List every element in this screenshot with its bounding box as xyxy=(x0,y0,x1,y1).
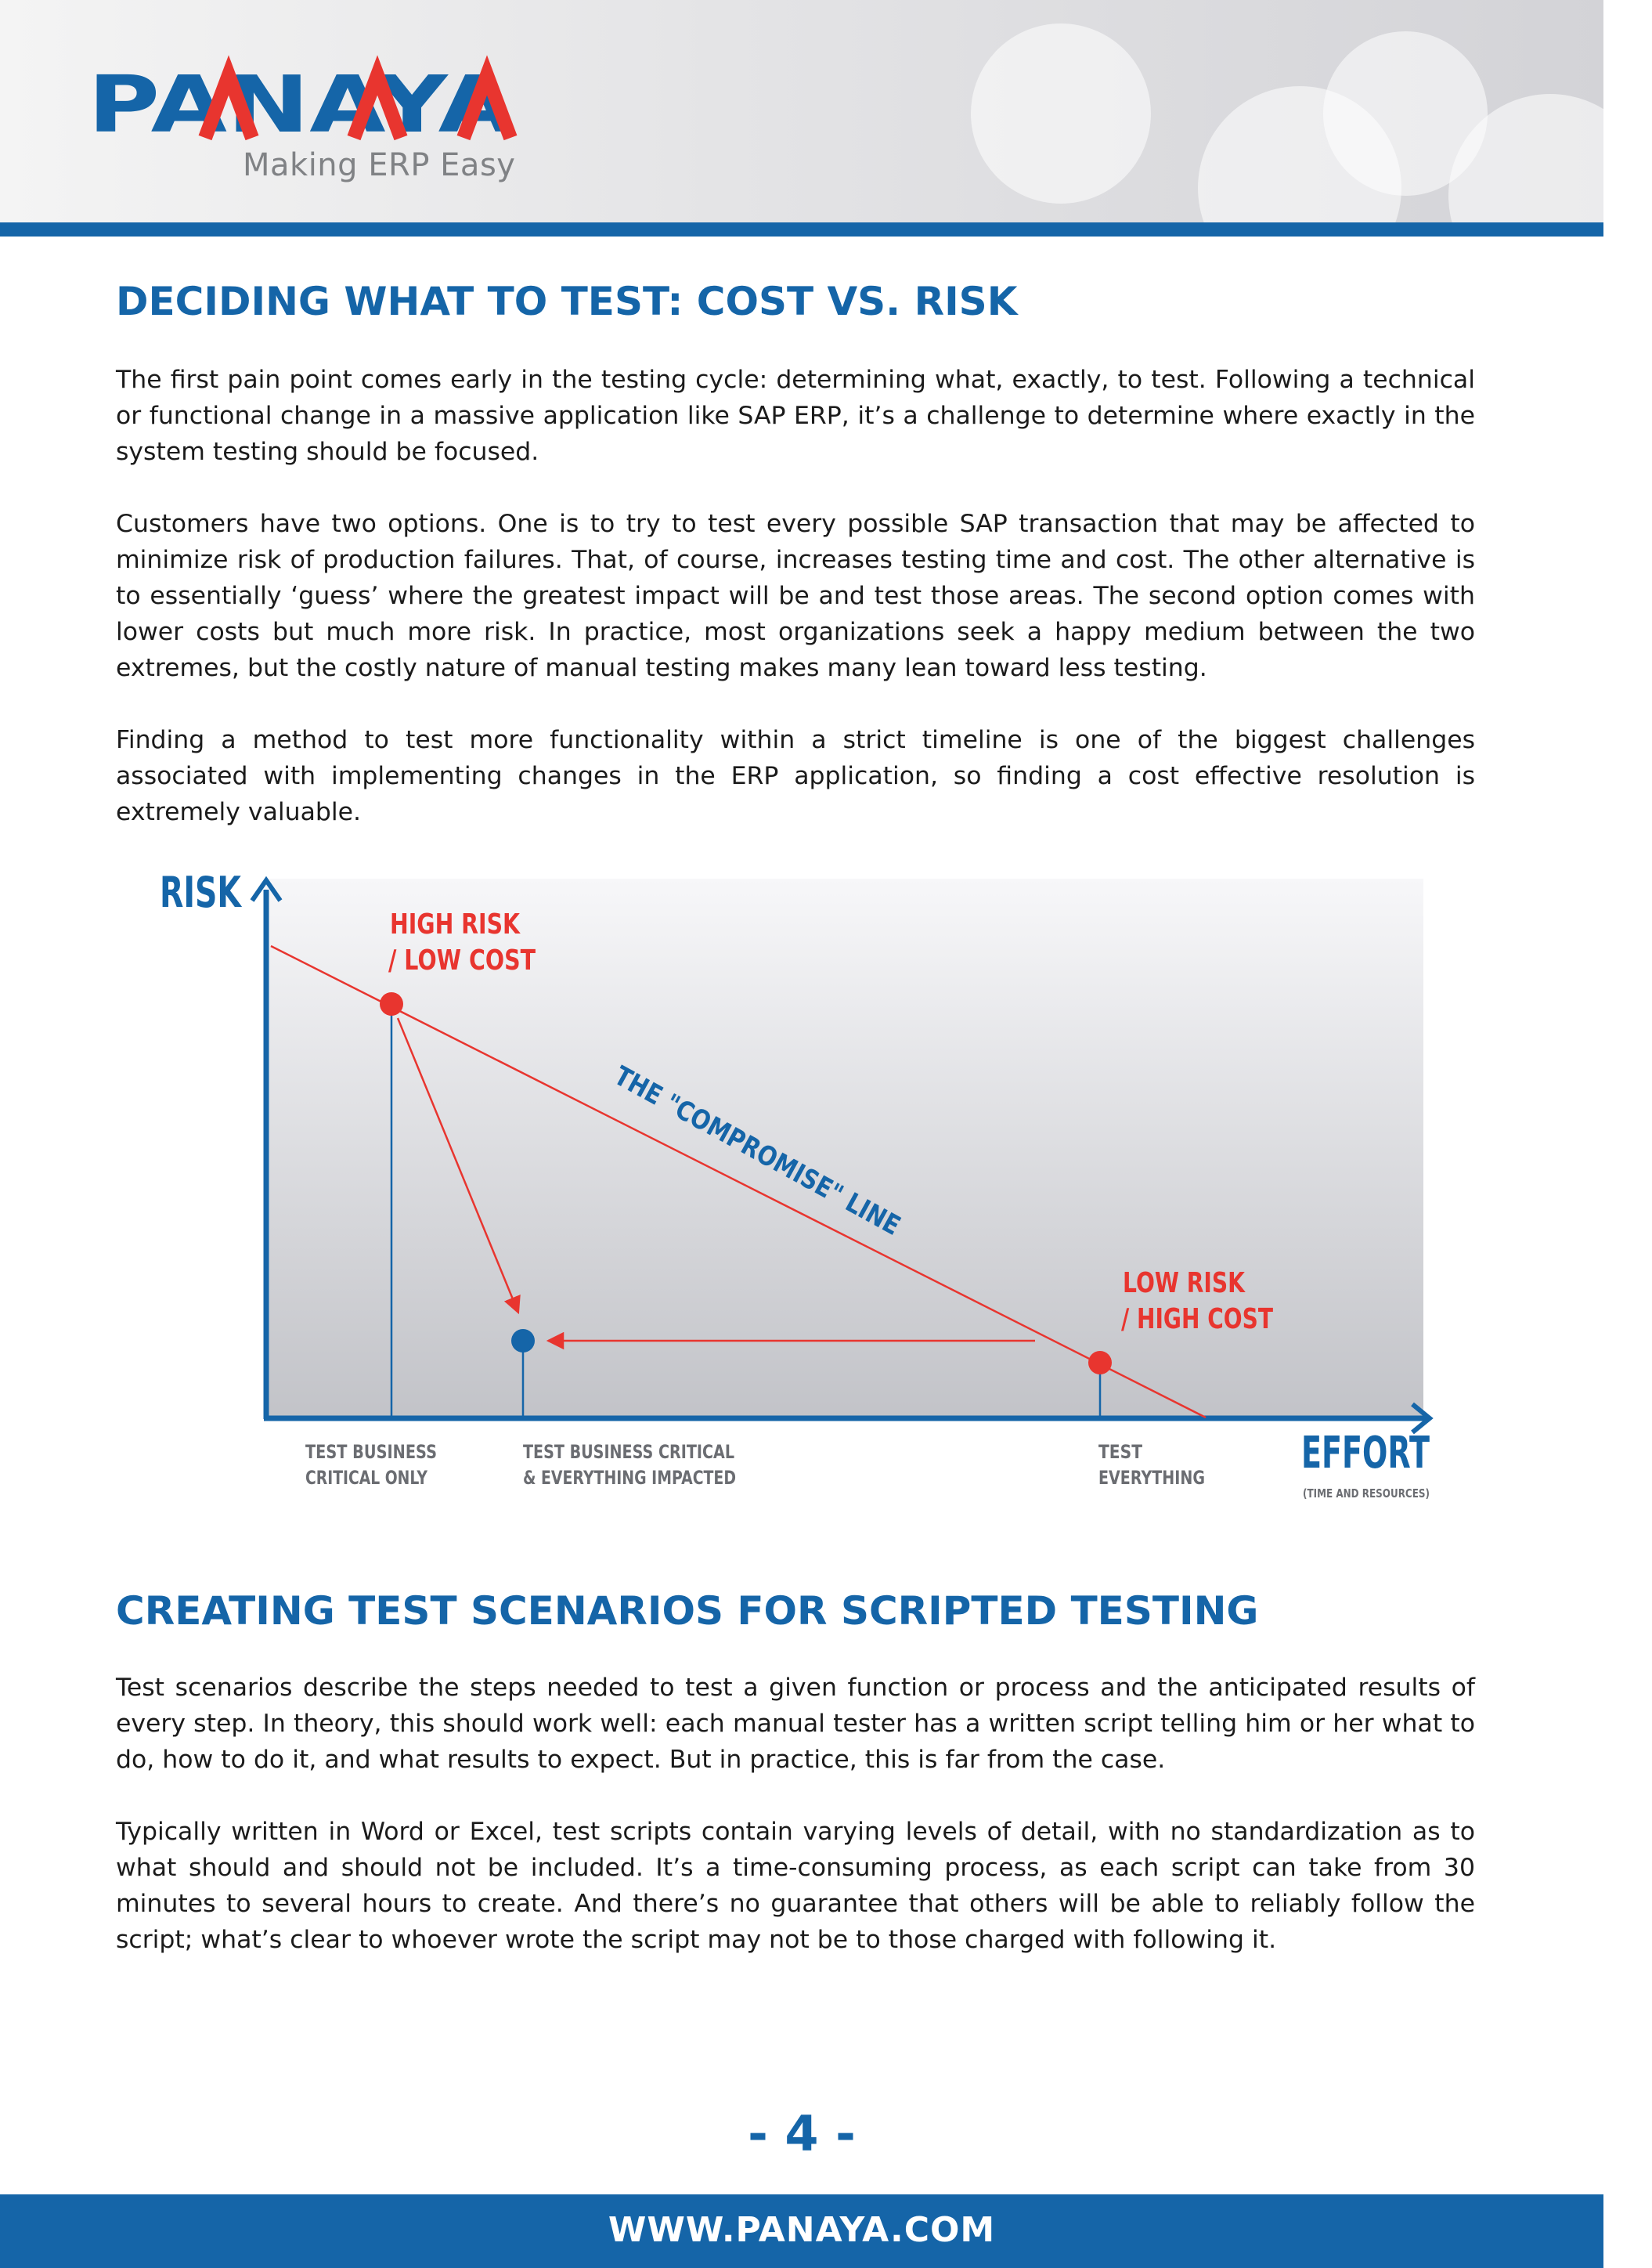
y-axis-label: RISK xyxy=(160,868,243,917)
header-cloud-decoration xyxy=(1448,94,1652,298)
panaya-logo xyxy=(88,59,517,150)
point-high-risk xyxy=(380,992,403,1016)
paragraph: Customers have two options. One is to try to test every possible SAP transaction that may be affected to minimize risk of production failures. That, of course, increases testing time and cost. The other alternative is to essentially ‘guess’ where the greatest impact will be and test those areas. The second option comes with lower costs but much more risk. In practice, most organizations seek a happy medium between the two extremes, but the costly nature of manual testing makes many lean toward less testing. xyxy=(116,510,1475,682)
x-label-everything-line1: TEST xyxy=(1098,1441,1143,1463)
x-label-critical-only-line1: TEST BUSINESS xyxy=(305,1441,437,1463)
section-title-cost-vs-risk: DECIDING WHAT TO TEST: COST VS. RISK xyxy=(116,279,1018,324)
x-label-critical-impacted-line1: TEST BUSINESS CRITICAL xyxy=(523,1441,734,1463)
high-risk-label-line1: HIGH RISK xyxy=(390,908,521,941)
x-axis-sublabel: (TIME AND RESOURCES) xyxy=(1303,1486,1430,1501)
x-label-critical-impacted-line2: & EVERYTHING IMPACTED xyxy=(523,1467,736,1489)
paragraph: Test scenarios describe the steps needed to test a given function or process and the anticipated results of every step. In theory, this should work well: each manual tester has a written script telling him or her what to do, how to do it, and what results to expect. But in practice, this is far from the case. xyxy=(116,1674,1475,1774)
header-divider-bar xyxy=(0,222,1603,237)
risk-effort-diagram xyxy=(149,868,1448,1518)
point-low-risk xyxy=(1088,1351,1112,1374)
panaya-logo-text: PANAYA xyxy=(88,59,514,150)
high-risk-label-line2: / LOW COST xyxy=(388,944,536,977)
paragraph: Finding a method to test more functionality within a strict timeline is one of the biggest challenges associated with implementing changes in the ERP application, so finding a cost effective resolution is extremely valuable. xyxy=(116,726,1475,826)
section-title-test-scenarios: CREATING TEST SCENARIOS FOR SCRIPTED TESTING xyxy=(116,1588,1259,1634)
point-business-critical xyxy=(511,1329,535,1352)
compromise-line-label: THE "COMPROMISE" LINE xyxy=(608,1060,955,1269)
header-cloud-decoration xyxy=(971,23,1151,204)
page-header xyxy=(0,0,1603,222)
x-label-everything-line2: EVERYTHING xyxy=(1098,1467,1205,1489)
x-label-critical-only-line2: CRITICAL ONLY xyxy=(305,1467,428,1489)
page-footer xyxy=(0,2194,1603,2268)
footer-website-link[interactable]: WWW.PANAYA.COM xyxy=(608,2210,996,2250)
logo-tagline: Making ERP Easy xyxy=(243,147,516,183)
paragraph: The first pain point comes early in the testing cycle: determining what, exactly, to test. Following a technical or functional change in a massive application like SAP ERP, it’s a challenge to determine where exactly in the system testing should be focused. xyxy=(116,366,1475,466)
paragraph: Typically written in Word or Excel, test scripts contain varying levels of detail, with no standardization as to what should and should not be included. It’s a time-consuming process, as each script can take from 30 minutes to several hours to create. And there’s no guarantee that others will be able to reliably follow the script; what’s clear to whoever wrote the script may not be to those charged with following it. xyxy=(116,1818,1475,1954)
x-axis-label: EFFORT xyxy=(1301,1428,1430,1479)
page-number: - 4 - xyxy=(748,2105,856,2162)
low-risk-label-line2: / HIGH COST xyxy=(1121,1303,1274,1335)
low-risk-label-line1: LOW RISK xyxy=(1123,1267,1246,1299)
